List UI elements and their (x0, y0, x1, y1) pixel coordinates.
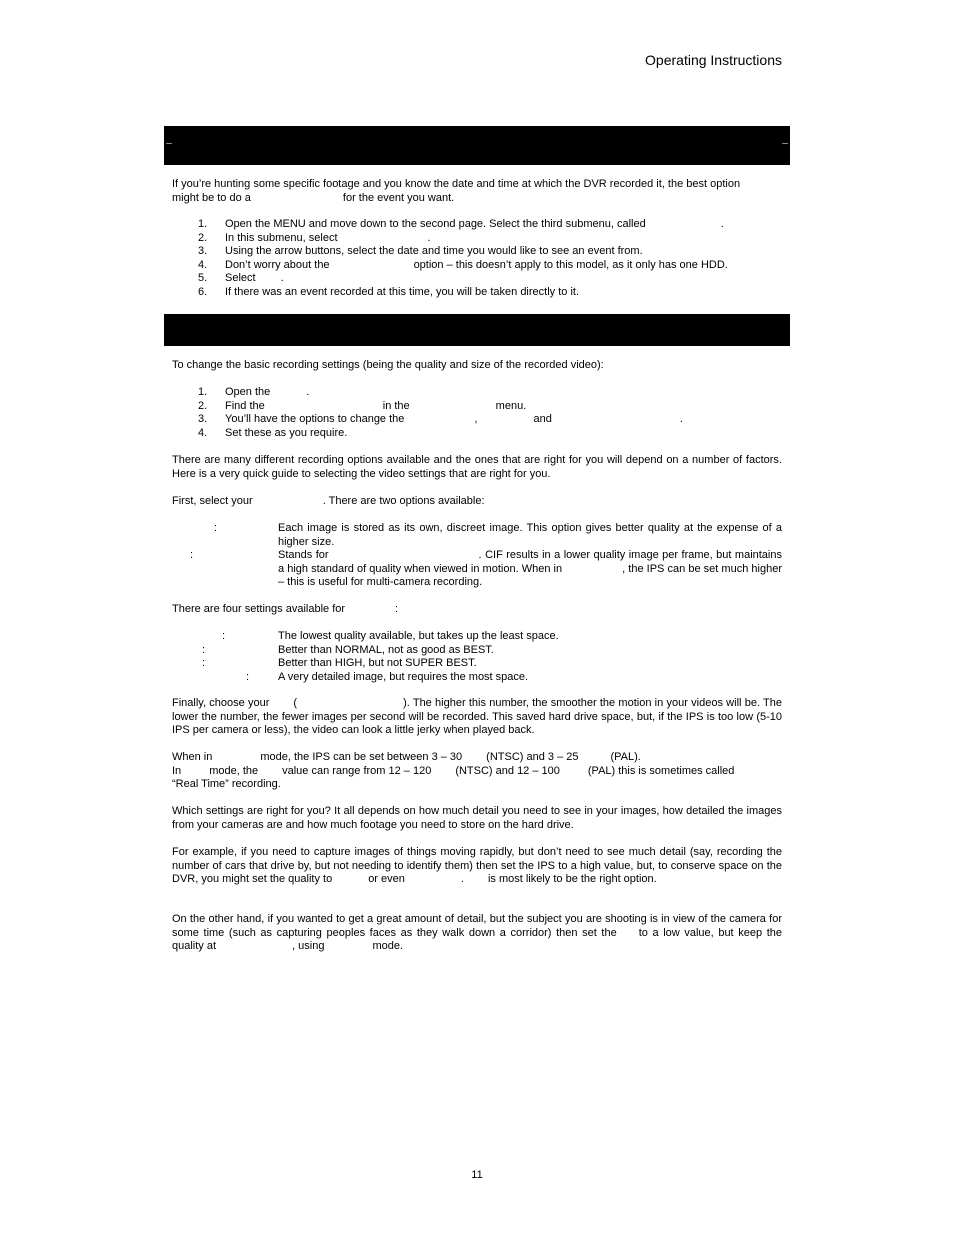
list-item: 3. Using the arrow buttons, select the date and time you would like to see an event from. (198, 245, 643, 258)
list-item: 4. Set these as you require. (198, 426, 348, 439)
other-hand-paragraph: On the other hand, if you wanted to get a great amount of detail, but the subject you are shooting is in view of the camera for some time (such as capturing peoples faces as they walk down a corridor) then set the to a low value, but keep the quality at , using mode. (172, 913, 782, 953)
example-paragraph: For example, if you need to capture images of things moving rapidly, but don’t need to see much detail (say, recording the number of cars that drive by, but not needing to identify them) then set the IPS to a high value, but, to conserve space on the DVR, you might set the quality to or even . is most likely to be the right option. (172, 846, 782, 886)
quality-list (172, 630, 782, 684)
bar-mark-left (166, 143, 172, 144)
quality-superbest-def: : A very detailed image, but requires the most space. (246, 670, 529, 683)
quality-normal-def: : The lowest quality available, but takes up the least space. (222, 630, 559, 642)
ips-paragraph: Finally, choose your ( ). The higher this number, the smoother the motion in your videos will be. The lower the number, the fewer images per second will be recorded. This saved hard drive space, but, if the IPS is too low (5-10 IPS per camera or less), the video can look a little jerky when played back. (172, 697, 783, 737)
ips-range-line2: In mode, the value can range from 12 – 120 (NTSC) and 12 – 100 (PAL) this is sometimes called (172, 764, 735, 777)
quality-high-def: : Better than NORMAL, not as good as BEST. (202, 643, 494, 656)
record-steps-list (198, 386, 788, 440)
ips-range-line1: When in mode, the IPS can be set between 3 – 30 (NTSC) and 3 – 25 (PAL). (172, 751, 641, 763)
search-intro-line1: If you’re hunting some specific footage and you know the date and time at which the DVR recorded it, the best option (172, 178, 741, 190)
record-para-options: There are many different recording options available and the ones that are right for you will depend on a number of factors. Here is a very quick guide to selecting the video settings that are right for you. (172, 454, 782, 480)
record-modes-list (172, 522, 782, 590)
ips-range-paragraph (172, 751, 782, 792)
search-intro (172, 178, 782, 205)
record-intro: To change the basic recording settings (being the quality and size of the recorded video): (172, 359, 604, 371)
list-item: 1. Open the MENU and move down to the second page. Select the third submenu, called . (198, 218, 724, 230)
list-item: 5. Select . (198, 272, 284, 285)
quality-best-def: : Better than HIGH, but not SUPER BEST. (202, 657, 477, 670)
section-heading-bar-record (164, 314, 790, 346)
ips-range-line3: “Real Time” recording. (172, 778, 281, 791)
list-item: 1. Open the . (198, 386, 310, 398)
section-heading-bar-search (164, 126, 790, 165)
list-item: 2. Find the in the menu. (198, 399, 527, 412)
list-item: 3. You’ll have the options to change the , and . (198, 413, 683, 426)
search-intro-line2: might be to do a for the event you want. (172, 191, 455, 204)
list-item: 6. If there was an event recorded at this time, you will be taken directly to it. (198, 285, 580, 298)
which-settings-paragraph: Which settings are right for you? It all depends on how much detail you need to see in your images, how detailed the images from your cameras are and how much footage you need to store on the hard drive. (172, 805, 782, 831)
record-first-select: First, select your . There are two options available: (172, 495, 485, 507)
mode-cif-def: : Stands for . CIF results in a lower quality image per frame, but maintains a high standard of quality when viewed in motion. When in , the IPS can be set much higher – this is useful for multi-camera recording. (190, 549, 782, 589)
search-steps-list (198, 218, 788, 300)
page-number: 11 (471, 1169, 483, 1181)
page-header-title: Operating Instructions (645, 52, 782, 68)
bar-mark-right (782, 143, 788, 144)
quality-intro: There are four settings available for : (172, 603, 399, 615)
list-item: 4. Don’t worry about the option – this doesn’t apply to this model, as it only has one HDD. (198, 258, 728, 271)
list-item: 2. In this submenu, select . (198, 231, 431, 244)
mode-frame-def: : Each image is stored as its own, discreet image. This option gives better quality at the expense of a higher size. (214, 522, 782, 548)
